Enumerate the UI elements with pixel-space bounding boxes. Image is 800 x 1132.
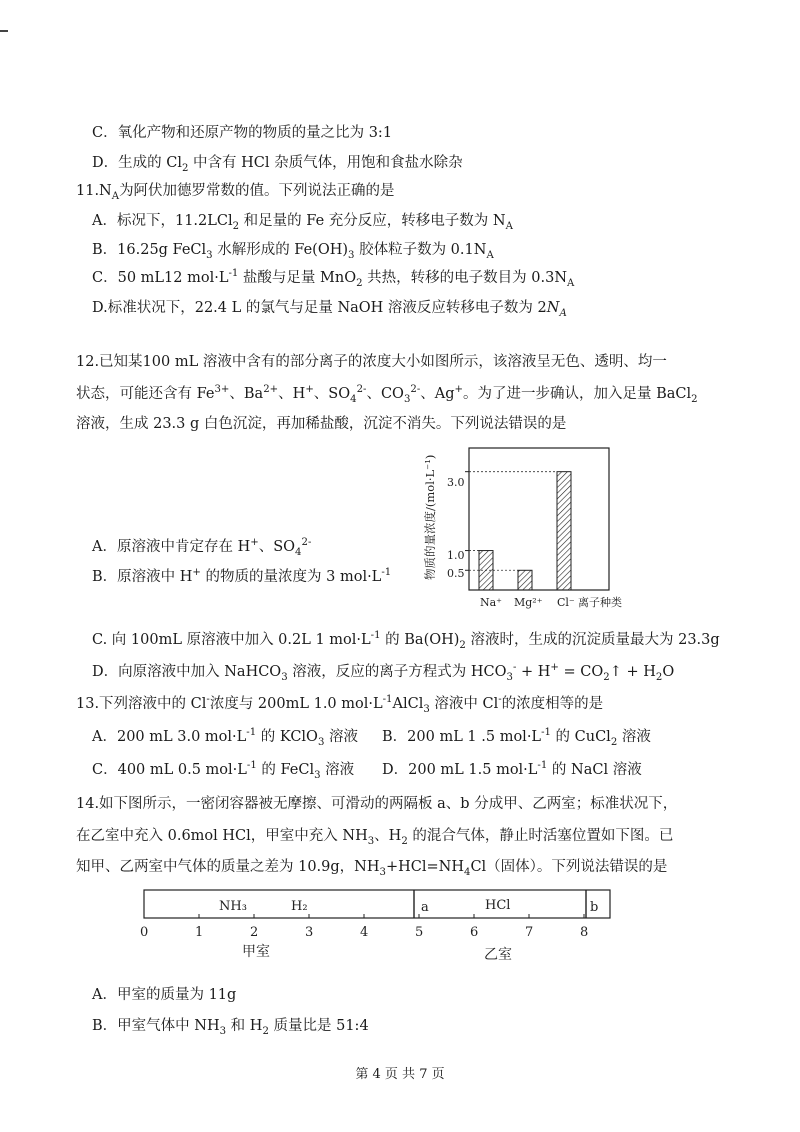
x-category-mg: Mg²⁺ [514, 596, 543, 609]
scale-label-5: 5 [415, 925, 424, 940]
room-yi-label: 乙室 [484, 947, 512, 963]
q13-option-a: A．200 mL 3.0 $mol\cdot L^{-1}$ 的 KClO$_3$ 溶液 [92, 727, 358, 748]
q12-stem-line3: 溶液，生成 23.3 g 白色沉淀，再加稀盐酸，沉淀不消失。下列说法错误的是 [76, 416, 567, 432]
q14-stem-line2: 在乙室中充入 0.6mol HCl，甲室中充入 $NH_3$、$H_2$ 的混合气体，静止时活塞位置如下图。已 [76, 828, 674, 847]
gas-h2-label: H₂ [291, 899, 308, 914]
container-tube [144, 890, 610, 918]
q13-option-b: B．200 mL 1 .5 $mol\cdot L^{-1}$ 的 CuCl$_2$ 溶液 [382, 727, 651, 748]
x-category-cl: Cl⁻ [557, 596, 575, 609]
q10-option-d: D．生成的 $Cl_2$ 中含有 HCl 杂质气体，用饱和食盐水除杂 [92, 155, 463, 174]
bar-0 [479, 551, 493, 590]
scale-label-2: 2 [250, 925, 259, 940]
corner-mark [0, 30, 8, 32]
scale-label-3: 3 [305, 925, 314, 940]
q11-option-d: D.标准状况下，22.4 L 的氯气与足量 NaOH 溶液反应转移电子数为 $2N_A$ [92, 300, 567, 319]
q12-option-c: C. 向 100mL 原溶液中加入 0.2L 1 $mol\cdot L^{-1}$ 的 $Ba(OH)_2$ 溶液时，生成的沉淀质量最大为 23.3g [92, 630, 720, 651]
q12-option-b: B．原溶液中 H+ 的物质的量浓度为 3 $mol\cdot L^{-1}$ [92, 567, 392, 585]
q10-option-c: C．氧化产物和还原产物的物质的量之比为 3:1 [92, 125, 393, 141]
chart-bars [479, 472, 571, 590]
x-category-na: Na⁺ [480, 596, 502, 609]
q12-stem-line1: 12.已知某100 mL 溶液中含有的部分离子的浓度大小如图所示，该溶液呈无色、透明、均一 [76, 354, 667, 370]
bar-1 [518, 570, 532, 590]
ion-concentration-chart [414, 438, 644, 618]
scale-label-7: 7 [525, 925, 534, 940]
q14-stem-line1: 14.如下图所示，一密闭容器被无摩擦、可滑动的两隔板 a、b 分成甲、乙两室；标准状况下， [76, 796, 678, 812]
q14-option-b: B．甲室气体中 $NH_3$ 和 $H_2$ 质量比是 51:4 [92, 1018, 369, 1037]
q11-option-c: C．50 mL12 $mol\cdot L^{-1}$ 盐酸与足量 MnO$_2$ 共热，转移的电子数目为 $0.3N_A$ [92, 268, 575, 289]
q12-stem-line2: 状态，可能还含有 $Fe^{3+}$、$Ba^{2+}$、H+、$SO_4^{2-}$、$CO_3^{2-}$、Ag+。为了进一步确认，加入足量 BaCl$_2$ [76, 384, 698, 405]
chart-x-axis-label: 离子种类 [578, 596, 622, 609]
scale-label-4: 4 [360, 925, 369, 940]
bar-2 [557, 472, 571, 590]
container-diagram [124, 884, 624, 974]
page-footer: 第 4 页 共 7 页 [355, 1067, 445, 1082]
plate-a-label: a [421, 900, 429, 915]
scale-label-1: 1 [195, 925, 204, 940]
q11-stem: $11.N_A$为阿伏加德罗常数的值。下列说法正确的是 [76, 183, 395, 202]
scale-label-8: 8 [580, 925, 589, 940]
q13-option-c: C．400 mL 0.5 $mol\cdot L^{-1}$ 的 FeCl$_3$ 溶液 [92, 760, 355, 781]
gas-hcl-label: HCl [485, 898, 511, 913]
q12-option-d: D．向原溶液中加入 NaHCO$_3$ 溶液，反应的离子方程式为 $HCO_3^- + H^+$ = $CO_2↑ + H_2O$ [92, 662, 675, 683]
chart-y-axis-label: 物质的量浓度/(mol·L⁻¹) [423, 454, 437, 580]
q13-option-d: D．200 mL 1.5 $mol\cdot L^{-1}$ 的 NaCl 溶液 [382, 760, 642, 778]
y-tick-label-0.5: 0.5 [447, 567, 465, 580]
q11-option-a: A．标况下，11.2LCl$_2$ 和足量的 Fe 充分反应，转移电子数为 $N_A$ [92, 213, 513, 232]
q13-stem: 13.下列溶液中的 Cl-浓度与 200mL 1.0 $mol\cdot L^{-1}AlCl_3$ 溶液中 Cl-的浓度相等的是 [76, 694, 604, 715]
q14-option-a: A．甲室的质量为 11g [92, 987, 237, 1003]
scale-label-0: 0 [140, 925, 149, 940]
plate-b-label: b [590, 900, 599, 915]
gas-nh3-label: NH₃ [219, 899, 247, 914]
q14-stem-line3: 知甲、乙两室中气体的质量之差为 10.9g，$NH_3+HCl=NH_4Cl$（固体）。下列说法错误的是 [76, 859, 668, 878]
y-tick-label-1.0: 1.0 [447, 549, 465, 562]
scale-label-6: 6 [470, 925, 479, 940]
y-tick-label-3.0: 3.0 [447, 476, 465, 489]
q11-option-b: B．16.25g FeCl$_3$ 水解形成的 $Fe(OH)_3$ 胶体粒子数为 $0.1N_A$ [92, 242, 494, 261]
room-jia-label: 甲室 [242, 944, 270, 960]
q12-option-a: A．原溶液中肯定存在 H+、$SO_4^{2-}$ [92, 537, 312, 558]
